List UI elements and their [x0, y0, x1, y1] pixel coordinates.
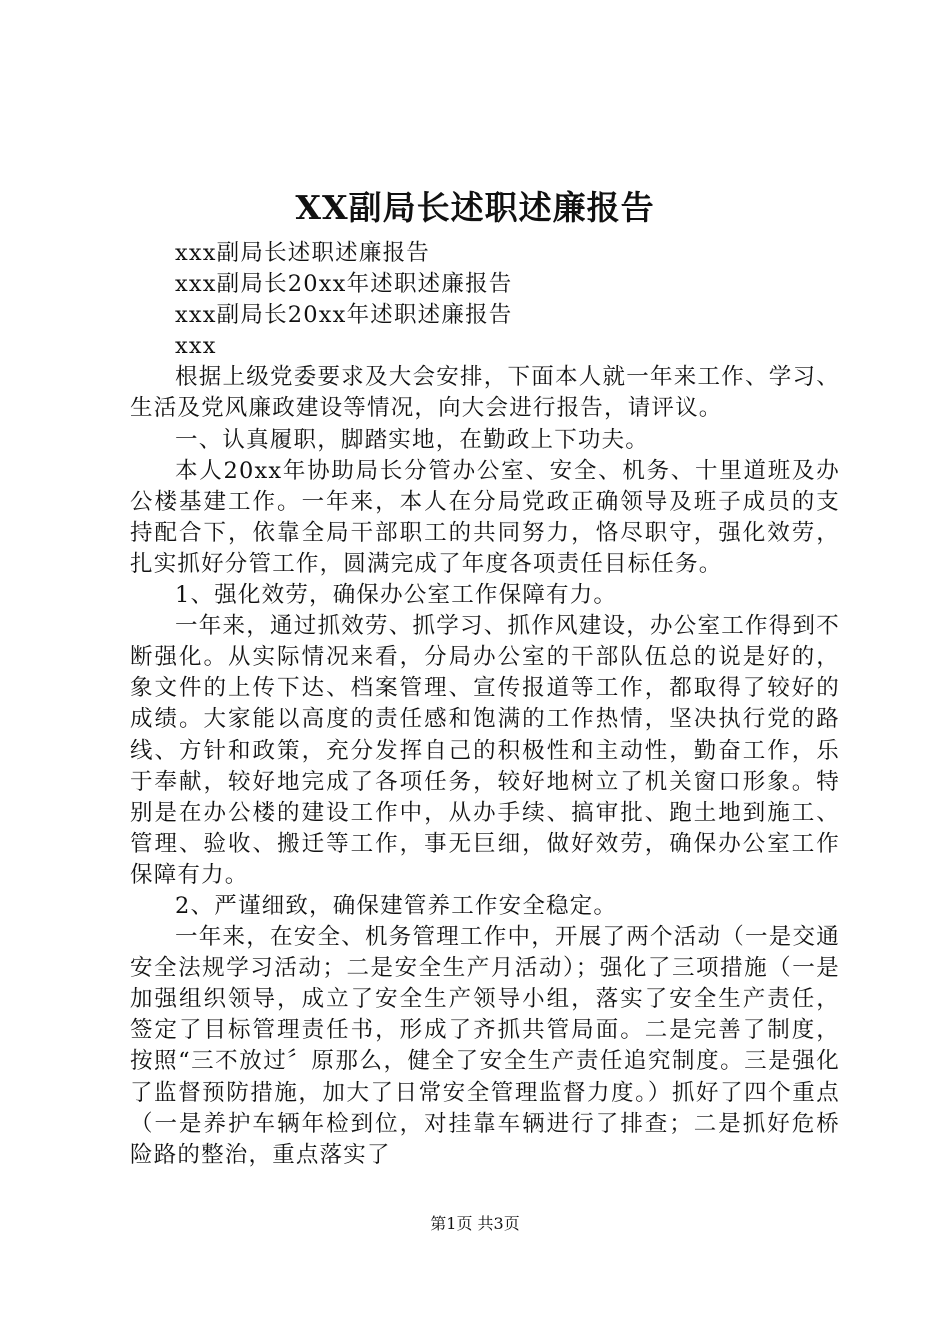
- document-body: [130, 238, 840, 1171]
- paragraph: xxx副局长20xx年述职述廉报告: [175, 302, 513, 329]
- paragraph: xxx: [175, 333, 217, 360]
- paragraph: 本人20xx年协助局长分管办公室、安全、机务、十里道班及办公楼基建工作。一年来，本人在分局党政正确领导及班子成员的支持配合下，依靠全局干部职工的共同努力，恪尽职守，强化效劳，扎实抓好分管工作，圆满完成了年度各项责任目标任务。: [130, 457, 840, 577]
- paragraph: 一年来，在安全、机务管理工作中，开展了两个活动（一是交通安全法规学习活动；二是安全生产月活动）；强化了三项措施（一是加强组织领导，成立了安全生产领导小组，落实了安全生产责任，签定了目标管理责任书，形成了齐抓共管局面。二是完善了制度，按照“三不放过〞原那么，健全了安全生产责任追究制度。三是强化了监督预防措施，加大了日常安全管理监督力度。）抓好了四个重点（一是养护车辆年检到位，对挂靠车辆进行了排查；二是抓好危桥险路的整治，重点落实了: [130, 924, 840, 1168]
- paragraph: xxx副局长述职述廉报告: [175, 240, 430, 266]
- section-heading: 一、认真履职，脚踏实地，在勤政上下功夫。: [175, 426, 650, 453]
- paragraph: xxx副局长20xx年述职述廉报告: [175, 271, 513, 298]
- page-number-footer: 第1页 共3页: [430, 1214, 520, 1233]
- subsection-heading: 2、严谨细致，确保建管养工作安全稳定。: [175, 892, 618, 919]
- paragraph: 根据上级党委要求及大会安排，下面本人就一年来工作、学习、生活及党风廉政建设等情况，向大会进行报告，请评议。: [130, 364, 840, 422]
- document-title: XX副局长述职述廉报告: [295, 188, 655, 227]
- subsection-heading: 1、强化效劳，确保办公室工作保障有力。: [175, 582, 618, 609]
- paragraph: 一年来，通过抓效劳、抓学习、抓作风建设，办公室工作得到不断强化。从实际情况来看，分局办公室的干部队伍总的说是好的，象文件的上传下达、档案管理、宣传报道等工作，都取得了较好的成绩。大家能以高度的责任感和饱满的工作热情，坚决执行党的路线、方针和政策，充分发挥自己的积极性和主动性，勤奋工作，乐于奉献，较好地完成了各项任务，较好地树立了机关窗口形象。特别是在办公楼的建设工作中，从办手续、搞审批、跑土地到施工、管理、验收、搬迁等工作，事无巨细，做好效劳，确保办公室工作保障有力。: [130, 613, 840, 888]
